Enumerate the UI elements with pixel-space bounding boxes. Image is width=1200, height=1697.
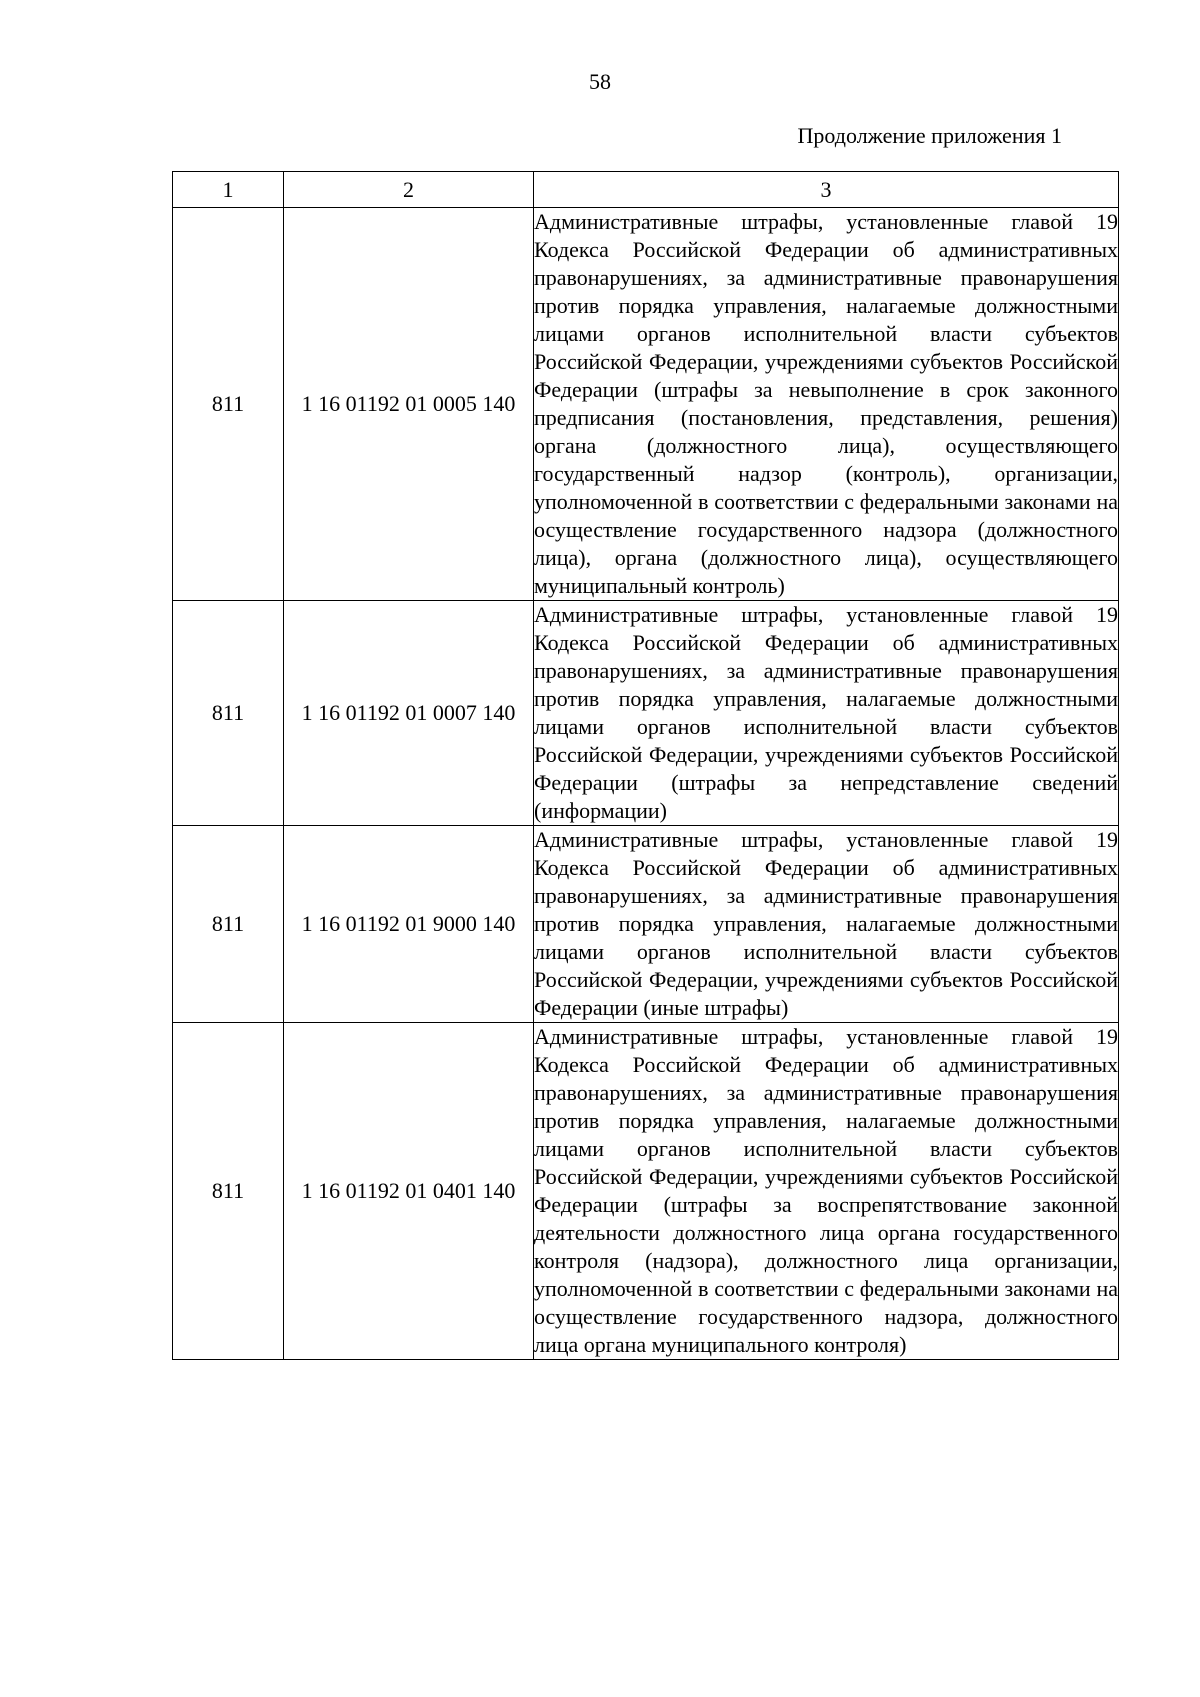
header-col-1: 1 xyxy=(173,172,284,208)
budget-code-cell: 1 16 01192 01 0007 140 xyxy=(284,601,534,826)
description-cell: Административные штрафы, установленные главой 19 Кодекса Российской Федерации об административных правонарушениях, за административные правонарушения против порядка управления, налагаемые должностными лицами органов исполнительной власти субъектов Российской Федерации, учреждениями субъектов Российской Федерации (штрафы за невыполнение в срок законного предписания (постановления, представления, решения) органа (должностного лица), осуществляющего государственный надзор (контроль), организации, уполномоченной в соответствии с федеральными законами на осуществление государственного надзора (должностного лица), органа (должностного лица), осуществляющего муниципальный контроль) xyxy=(534,208,1119,601)
budget-code-cell: 1 16 01192 01 0005 140 xyxy=(284,208,534,601)
description-cell: Административные штрафы, установленные главой 19 Кодекса Российской Федерации об административных правонарушениях, за административные правонарушения против порядка управления, налагаемые должностными лицами органов исполнительной власти субъектов Российской Федерации, учреждениями субъектов Российской Федерации (штрафы за непредставление сведений (информации) xyxy=(534,601,1119,826)
admin-code-cell: 811 xyxy=(173,208,284,601)
budget-code-cell: 1 16 01192 01 0401 140 xyxy=(284,1023,534,1360)
table-row xyxy=(173,208,1119,601)
admin-code-cell: 811 xyxy=(173,826,284,1023)
page-number: 58 xyxy=(589,69,611,94)
description-cell: Административные штрафы, установленные главой 19 Кодекса Российской Федерации об административных правонарушениях, за административные правонарушения против порядка управления, налагаемые должностными лицами органов исполнительной власти субъектов Российской Федерации, учреждениями субъектов Российской Федерации (штрафы за воспрепятствование законной деятельности должностного лица органа государственного контроля (надзора), должностного лица организации, уполномоченной в соответствии с федеральными законами на осуществление государственного надзора, должностного лица органа муниципального контроля) xyxy=(534,1023,1119,1360)
table-row xyxy=(173,601,1119,826)
continuation-label: Продолжение приложения 1 xyxy=(797,123,1062,148)
header-col-3: 3 xyxy=(534,172,1119,208)
admin-code-cell: 811 xyxy=(173,1023,284,1360)
table-header-row xyxy=(173,172,1119,208)
budget-code-cell: 1 16 01192 01 9000 140 xyxy=(284,826,534,1023)
appendix-table xyxy=(172,171,1119,1360)
admin-code-cell: 811 xyxy=(173,601,284,826)
description-cell: Административные штрафы, установленные главой 19 Кодекса Российской Федерации об административных правонарушениях, за административные правонарушения против порядка управления, налагаемые должностными лицами органов исполнительной власти субъектов Российской Федерации, учреждениями субъектов Российской Федерации (иные штрафы) xyxy=(534,826,1119,1023)
table-row xyxy=(173,826,1119,1023)
table-row xyxy=(173,1023,1119,1360)
header-col-2: 2 xyxy=(284,172,534,208)
